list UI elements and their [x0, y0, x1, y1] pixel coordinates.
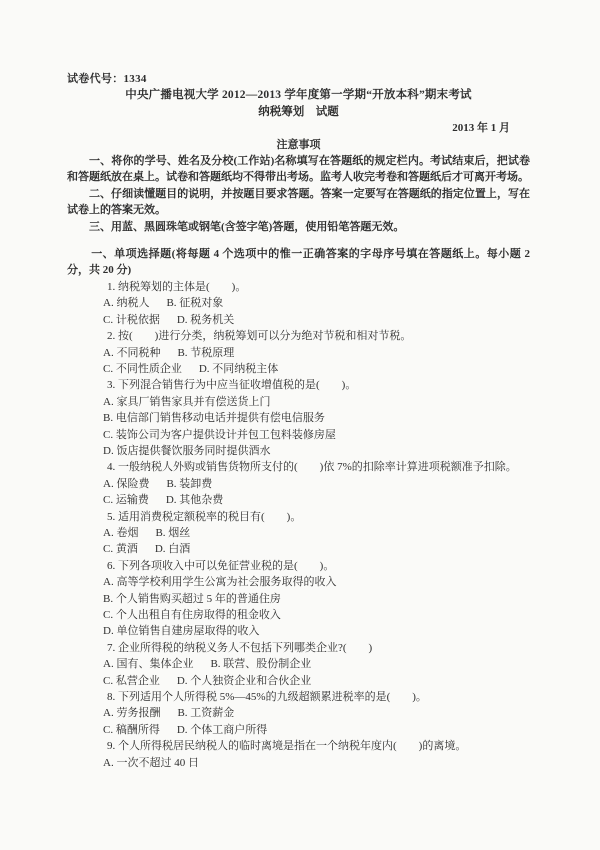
option-c: C. 运输费 — [103, 494, 149, 507]
question-block-5 — [67, 509, 530, 558]
option-row — [67, 410, 530, 426]
notice-heading: 注意事项 — [276, 138, 321, 151]
option-row — [67, 755, 530, 771]
option-row — [67, 443, 530, 459]
question-block-8 — [67, 689, 530, 738]
question-block-2 — [67, 328, 530, 377]
option-row — [67, 591, 530, 607]
option-row — [67, 722, 530, 738]
section-heading-single-choice: 一、单项选择题(将每题 4 个选项中的惟一正确答案的字母序号填在答题纸上。每小题 2 分，共 20 分) — [67, 248, 530, 277]
option-row — [67, 361, 530, 377]
option-b: B. 征税对象 — [166, 297, 224, 310]
option-b: B. 个人销售购买超过 5 年的普通住房 — [103, 592, 281, 605]
option-a: A. 不同税种 — [103, 346, 161, 359]
option-row — [67, 673, 530, 689]
option-b: B. 工资薪金 — [177, 707, 235, 720]
option-c: C. 个人出租自有住房取得的租金收入 — [103, 609, 281, 621]
question-block-3 — [67, 377, 530, 459]
question-block-6 — [67, 558, 530, 640]
option-a: A. 保险费 — [103, 477, 150, 490]
option-d: D. 白酒 — [154, 543, 191, 556]
option-row — [67, 656, 530, 672]
option-row — [67, 607, 530, 623]
option-d: D. 其他杂费 — [165, 494, 224, 507]
option-a: A. 国有、集体企业 — [103, 658, 194, 671]
option-row — [67, 345, 530, 361]
option-a: A. 纳税人 — [103, 297, 150, 310]
question-block-4 — [67, 459, 530, 508]
question-text: 3. 下列混合销售行为中应当征收增值税的是( )。 — [107, 379, 357, 392]
option-row — [67, 574, 530, 590]
option-b: B. 电信部门销售移动电话并提供有偿电信服务 — [103, 412, 325, 425]
option-row — [67, 623, 530, 639]
option-row — [67, 492, 530, 508]
option-c: C. 不同性质企业 — [103, 362, 182, 375]
paper-code: 试卷代号：1334 — [67, 73, 147, 85]
option-c: C. 装饰公司为客户提供设计并包工包料装修房屋 — [103, 428, 336, 441]
option-row — [67, 394, 530, 410]
option-d: D. 个人独资企业和合伙企业 — [176, 674, 312, 687]
option-a: A. 高等学校利用学生公寓为社会服务取得的收入 — [103, 576, 337, 589]
page-content — [67, 71, 530, 771]
option-row — [67, 312, 530, 328]
question-text: 4. 一般纳税人外购或销售货物所支付的( )依 7%的扣除率计算进项税额准予扣除。 — [107, 461, 517, 474]
option-c: C. 计税依据 — [103, 313, 160, 326]
option-d: D. 饭店提供餐饮服务同时提供酒水 — [103, 444, 271, 457]
option-c: C. 私营企业 — [103, 674, 160, 687]
option-c: C. 稿酬所得 — [103, 723, 160, 736]
option-b: B. 联营、股份制企业 — [210, 658, 312, 671]
exam-date: 2013 年 1 月 — [452, 122, 510, 135]
option-d: D. 个体工商户所得 — [176, 723, 268, 736]
question-text: 9. 个人所得税居民纳税人的临时离境是指在一个纳税年度内( )的离境。 — [107, 740, 467, 753]
option-row — [67, 705, 530, 721]
option-row — [67, 541, 530, 557]
notice-item-1: 一、将你的学号、姓名及分校(工作站)名称填写在答题纸的规定栏内。考试结束后，把试卷和答题纸放在桌上。试卷和答题纸均不得带出考场。监考人收完考卷和答题纸后才可离开考场。 — [67, 155, 530, 184]
option-a: A. 卷烟 — [103, 526, 139, 539]
question-block-7 — [67, 640, 530, 689]
question-text: 2. 按( )进行分类，纳税筹划可以分为绝对节税和相对节税。 — [107, 330, 412, 343]
question-block-1 — [67, 279, 530, 328]
notice-item-3: 三、用蓝、黑圆珠笔或钢笔(含签字笔)答题，使用铅笔答题无效。 — [89, 220, 405, 233]
option-row — [67, 476, 530, 492]
option-a: A. 劳务报酬 — [103, 707, 161, 720]
question-text: 8. 下列适用个人所得税 5%—45%的九级超额累进税率的是( )。 — [107, 691, 427, 704]
option-b: B. 装卸费 — [166, 477, 213, 490]
question-text: 1. 纳税筹划的主体是( )。 — [107, 280, 247, 293]
option-c: C. 黄酒 — [103, 543, 138, 556]
option-a: A. 家具厂销售家具并有偿送货上门 — [103, 395, 271, 408]
question-list — [67, 279, 530, 771]
option-a: A. 一次不超过 40 日 — [103, 756, 199, 769]
option-d: D. 不同纳税主体 — [198, 362, 279, 375]
question-text: 6. 下列各项收入中可以免征营业税的是( )。 — [107, 559, 335, 572]
exam-title: 中央广播电视大学 2012—2013 学年度第一学期“开放本科”期末考试 — [125, 89, 472, 102]
option-row — [67, 295, 530, 311]
option-d: D. 税务机关 — [176, 313, 235, 326]
option-d: D. 单位销售自建房屋取得的收入 — [103, 625, 260, 638]
option-b: B. 节税原理 — [177, 346, 235, 359]
question-block-9 — [67, 738, 530, 771]
notice-item-2: 二、仔细读懂题目的说明，并按题目要求答题。答案一定要写在答题纸的指定位置上，写在试卷上的答案无效。 — [67, 187, 530, 217]
option-b: B. 烟丝 — [155, 526, 191, 539]
question-text: 7. 企业所得税的纳税义务人不包括下列哪类企业?( ) — [107, 641, 373, 654]
option-row — [67, 525, 530, 541]
option-row — [67, 427, 530, 443]
exam-subtitle: 纳税筹划 试题 — [258, 105, 339, 118]
question-text: 5. 适用消费税定额税率的税目有( )。 — [107, 510, 302, 523]
